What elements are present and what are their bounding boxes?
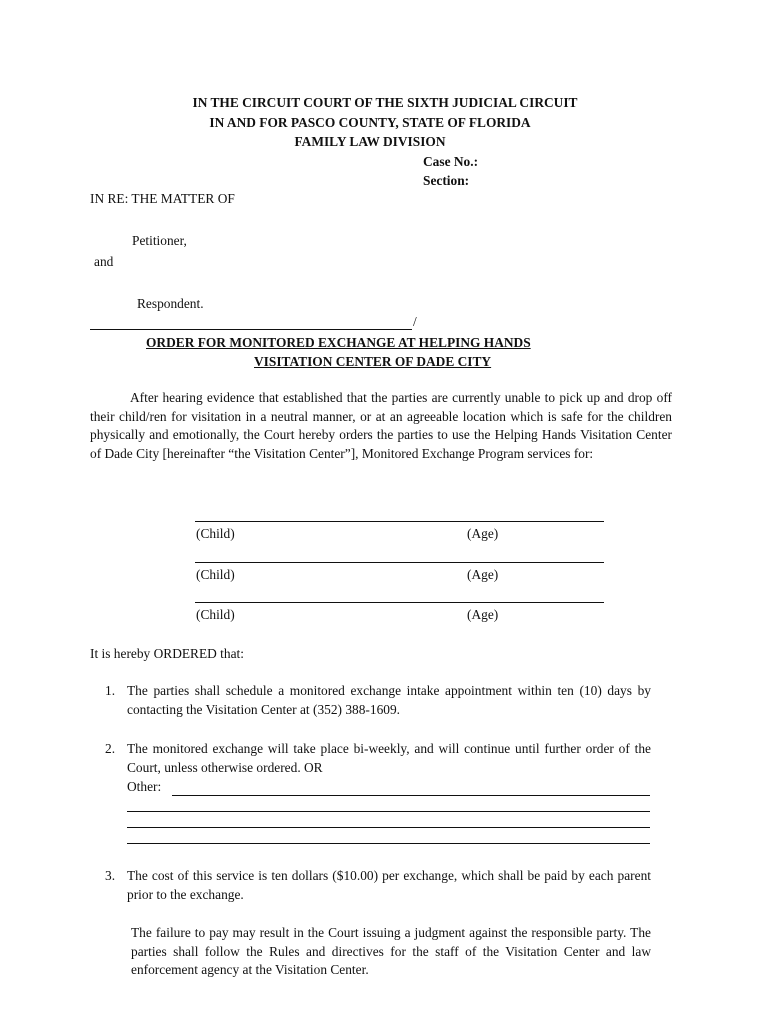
court-header-line-1: IN THE CIRCUIT COURT OF THE SIXTH JUDICIAL CIRCUIT (192, 95, 578, 110)
other-line-4[interactable] (127, 843, 650, 844)
item-3-followup: The failure to pay may result in the Court issuing a judgment against the responsible party. The parties shall follow the Rules and directives for the staff of the Visitation Center and law enforcement agency at the Visitation Center. (131, 925, 651, 978)
and-label: and (94, 254, 114, 269)
item-3-number: 3. (105, 868, 116, 883)
petitioner-label: Petitioner, (132, 233, 187, 248)
caption-signature-line (90, 329, 412, 330)
other-line-3[interactable] (127, 827, 650, 828)
child-label-2: (Child) (196, 567, 235, 582)
child-line-1 (195, 521, 604, 522)
age-label-2: (Age) (467, 567, 499, 582)
order-title-line-1: ORDER FOR MONITORED EXCHANGE AT HELPING HANDS (146, 335, 531, 350)
item-2-number: 2. (105, 741, 116, 756)
item-1-number: 1. (105, 683, 116, 698)
case-no-label: Case No.: (423, 154, 479, 169)
respondent-label: Respondent. (137, 296, 204, 311)
child-label-3: (Child) (196, 607, 235, 622)
section-label: Section: (423, 173, 470, 188)
child-label-1: (Child) (196, 526, 235, 541)
order-title-line-2: VISITATION CENTER OF DADE CITY (254, 354, 492, 369)
age-label-3: (Age) (467, 607, 499, 622)
item-2-text: The monitored exchange will take place bi-weekly, and will continue until further order of the Court, unless otherwise ordered. OR (127, 741, 651, 775)
intro-paragraph: After hearing evidence that established that the parties are currently unable to pick up and drop off their child/ren for visitation in a neutral manner, or at an agreeable location which is safe for the children physically and emotionally, the Court hereby orders the parties to use the Helping Hands Visitation Center of Dade City [hereinafter “the Visitation Center”], Monitored Exchange Program services for: (90, 390, 672, 461)
other-line-2[interactable] (127, 811, 650, 812)
other-label: Other: (127, 779, 162, 794)
age-label-1: (Age) (467, 526, 499, 541)
court-header-line-3: FAMILY LAW DIVISION (294, 134, 446, 149)
item-1-text: The parties shall schedule a monitored exchange intake appointment within ten (10) days by contacting the Visitation Center at (352) 388-1609. (127, 683, 651, 717)
item-3-text: The cost of this service is ten dollars ($10.00) per exchange, which shall be paid by each parent prior to the exchange. (127, 868, 651, 902)
in-re-label: IN RE: THE MATTER OF (90, 191, 235, 206)
ordered-statement: It is hereby ORDERED that: (90, 646, 244, 661)
child-line-2 (195, 562, 604, 563)
court-header-line-2: IN AND FOR PASCO COUNTY, STATE OF FLORIDA (209, 115, 531, 130)
caption-slash: / (413, 314, 417, 329)
child-line-3 (195, 602, 604, 603)
other-line-1[interactable] (172, 795, 650, 796)
